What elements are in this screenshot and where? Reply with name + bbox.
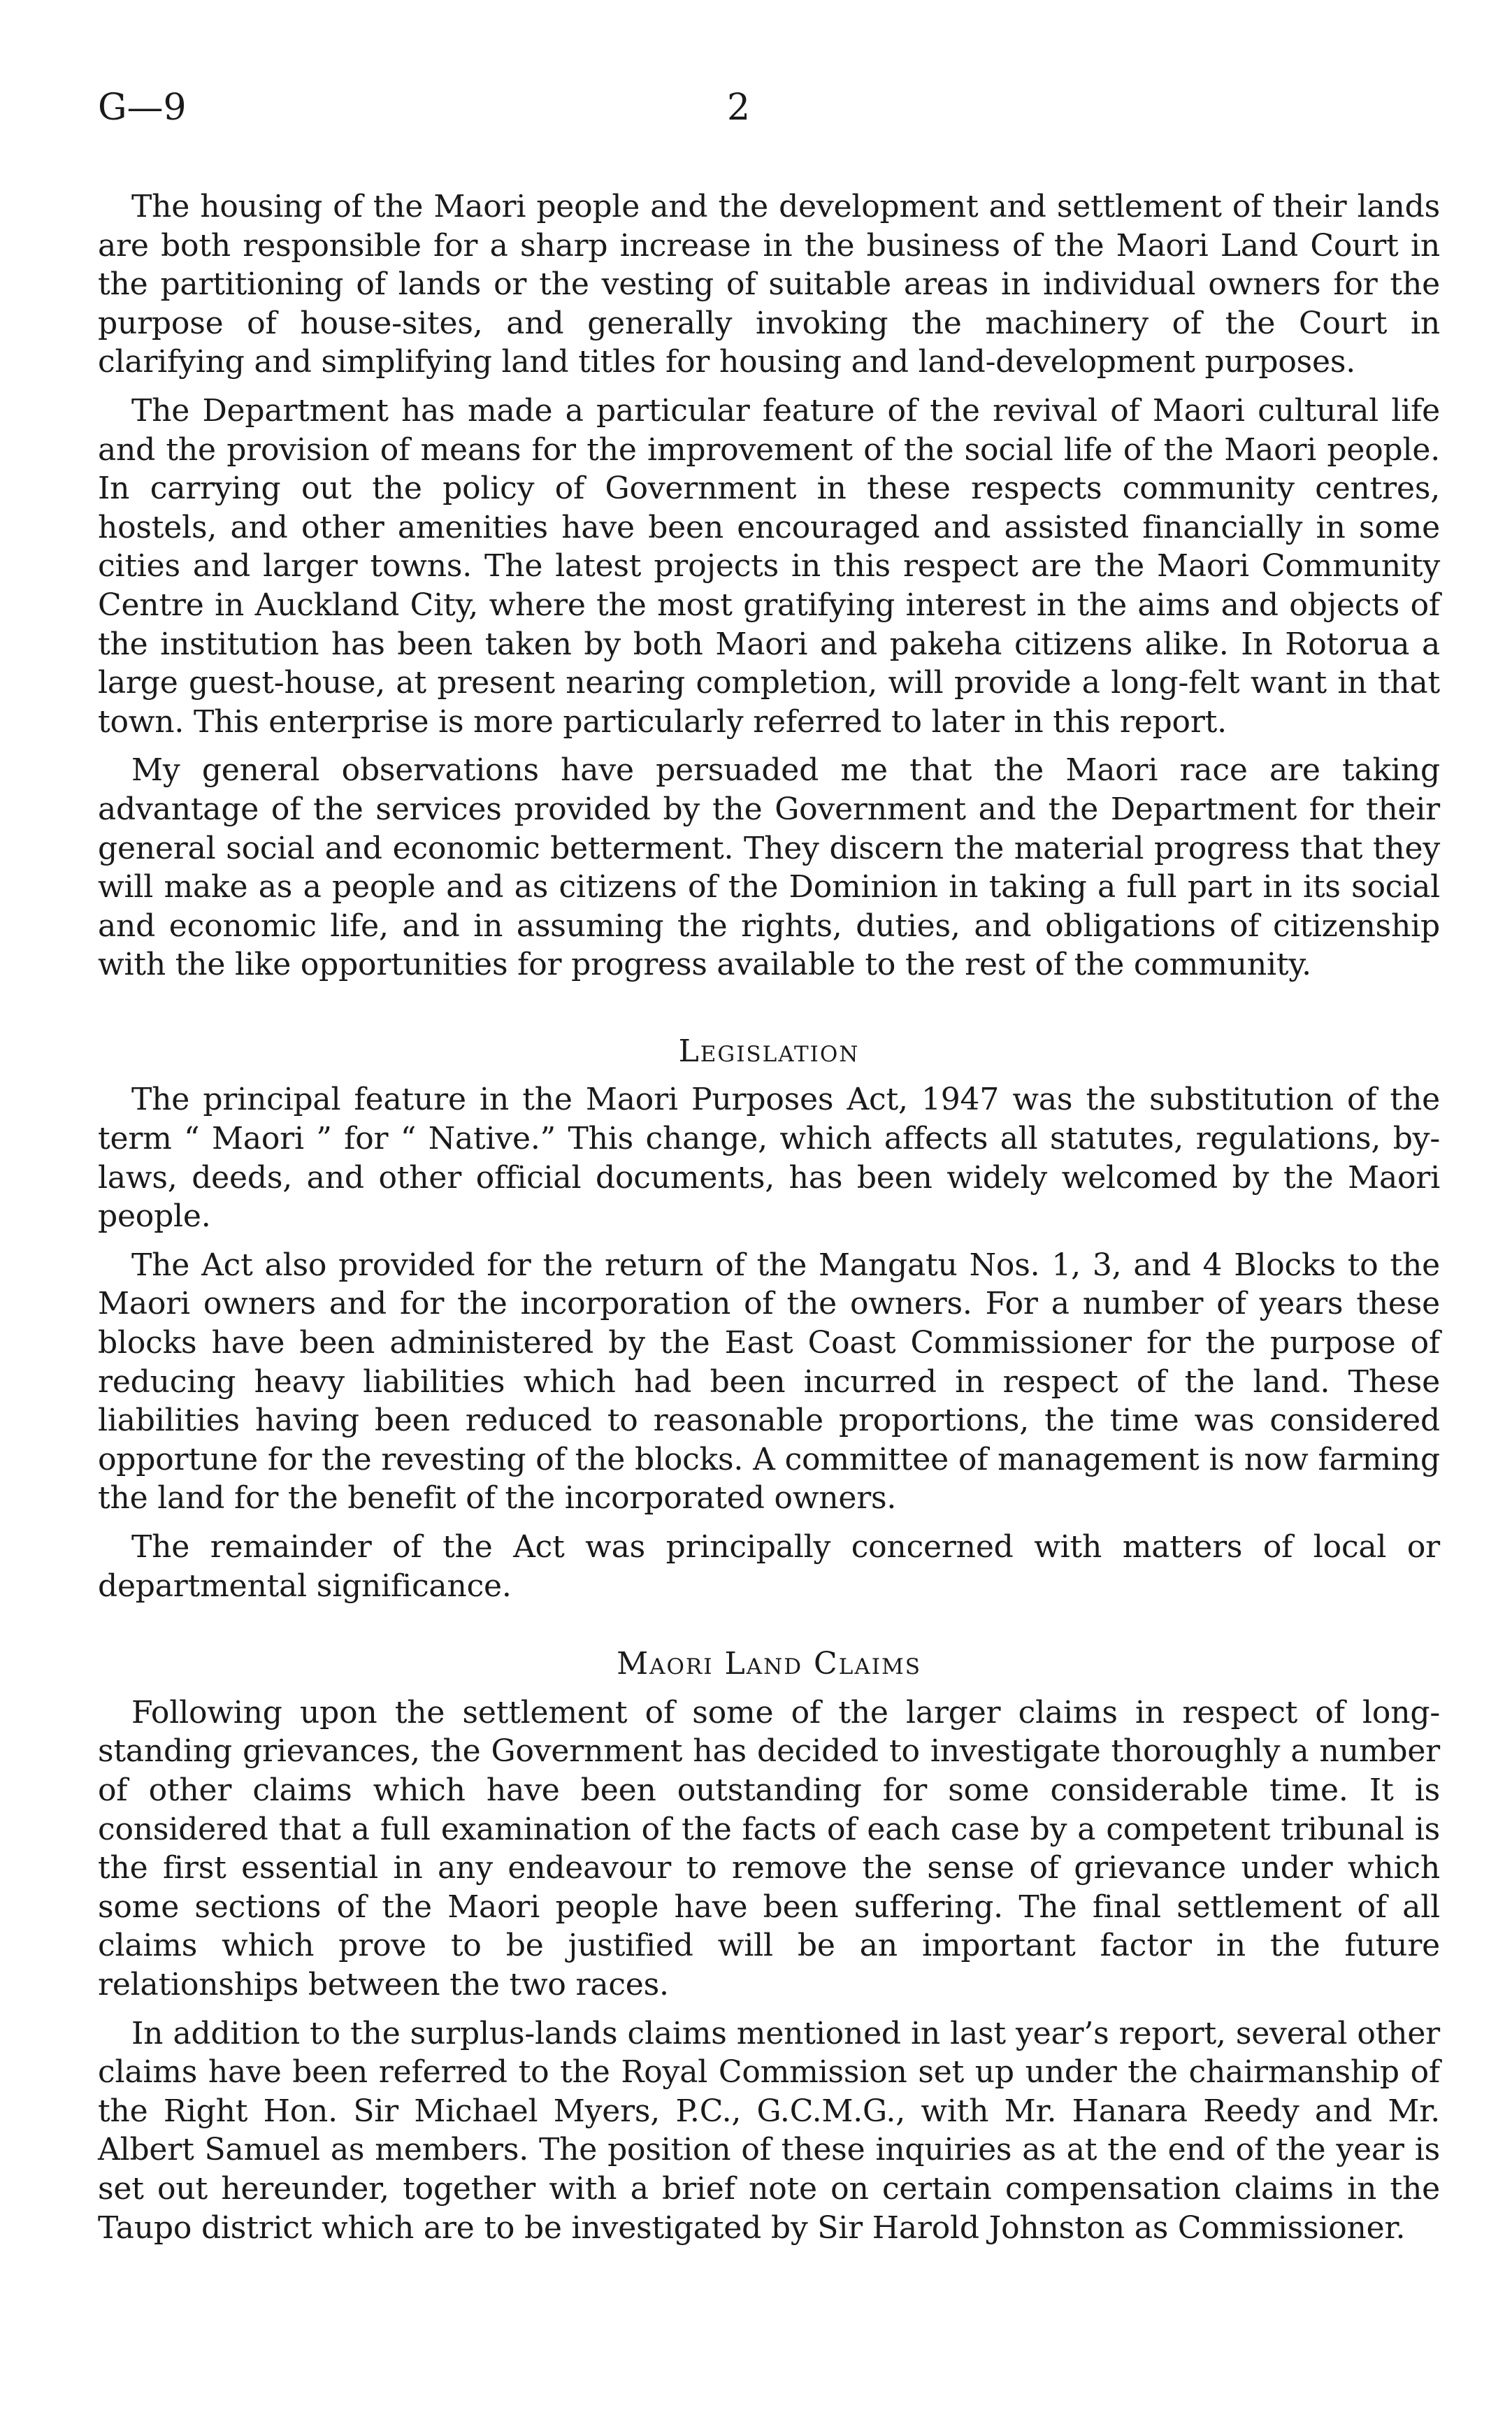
paragraph: The housing of the Maori people and the development and settlement of their lands are both responsible for a sharp increase in the business of the Maori Land Court in the partitioning of lands or the vesting of suitable areas in individual owners for the purpose of house-sites, and generally invoking the machinery of the Court in clarifying and simplifying land titles for housing and land-development purposes.	[98, 189, 1440, 380]
section-heading-legislation: Legislation	[678, 1033, 860, 1069]
document-code: G—9	[98, 87, 187, 129]
paragraph: The Department has made a particular feature of the revival of Maori cultural life and the provision of means for the improvement of the social life of the Maori people. In carrying out the policy of Government in these respects community centres, hostels, and other amenities have been encouraged and assisted financially in some cities and larger towns. The latest projects in this respect are the Maori Community Centre in Auckland City, where the most gratifying interest in the aims and objects of the institution has been taken by both Maori and pakeha citizens alike. In Rotorua a large guest-house, at present nearing completion, will provide a long-felt want in that town. This enterprise is more particularly referred to later in this report.	[98, 392, 1440, 740]
paragraph: The Act also provided for the return of the Mangatu Nos. 1, 3, and 4 Blocks to the Maori owners and for the incorporation of the owners. For a number of years these blocks have been administered by the East Coast Commissioner for the purpose of reducing heavy liabilities which had been incurred in respect of the land. These liabilities having been reduced to reasonable proportions, the time was considered opportune for the revesting of the blocks. A committee of management is now farming the land for the benefit of the incorporated owners.	[98, 1247, 1440, 1517]
paragraph: My general observations have persuaded me that the Maori race are taking advantage of the services provided by the Government and the Department for their general social and economic betterment. They discern the material progress that they will make as a people and as citizens of the Dominion in taking a full part in its social and economic life, and in assuming the rights, duties, and obligations of citizenship with the like opportunities for progress available to the rest of the community.	[98, 752, 1440, 983]
paragraph: The remainder of the Act was principally concerned with matters of local or departmental significance.	[98, 1529, 1440, 1604]
paragraph: In addition to the surplus-lands claims mentioned in last year’s report, several other claims have been referred to the Royal Commission set up under the chairmanship of the Right Hon. Sir Michael Myers, P.C., G.C.M.G., with Mr. Hanara Reedy and Mr. Albert Samuel as members. The position of these inquiries as at the end of the year is set out hereunder, together with a brief note on certain compensation claims in the Taupo district which are to be investigated by Sir Harold Johnston as Commissioner.	[98, 2015, 1440, 2246]
paragraph: Following upon the settlement of some of the larger claims in respect of long-standing grievances, the Government has decided to investigate thoroughly a number of other claims which have been outstanding for some considerable time. It is considered that a full examination of the facts of each case by a competent tribunal is the first essential in any endeavour to remove the sense of grievance under which some sections of the Maori people have been suffering. The final settlement of all claims which prove to be justified will be an important factor in the future relationships between the two races.	[98, 1694, 1440, 2002]
page-number: 2	[727, 87, 751, 129]
document-body	[98, 187, 1440, 2247]
paragraph: The principal feature in the Maori Purposes Act, 1947 was the substitution of the term “ Maori ” for “ Native.” This change, which affects all statutes, regulations, by-laws, deeds, and other official documents, has been widely welcomed by the Maori people.	[98, 1082, 1440, 1235]
section-heading-land-claims: Maori Land Claims	[617, 1646, 921, 1682]
